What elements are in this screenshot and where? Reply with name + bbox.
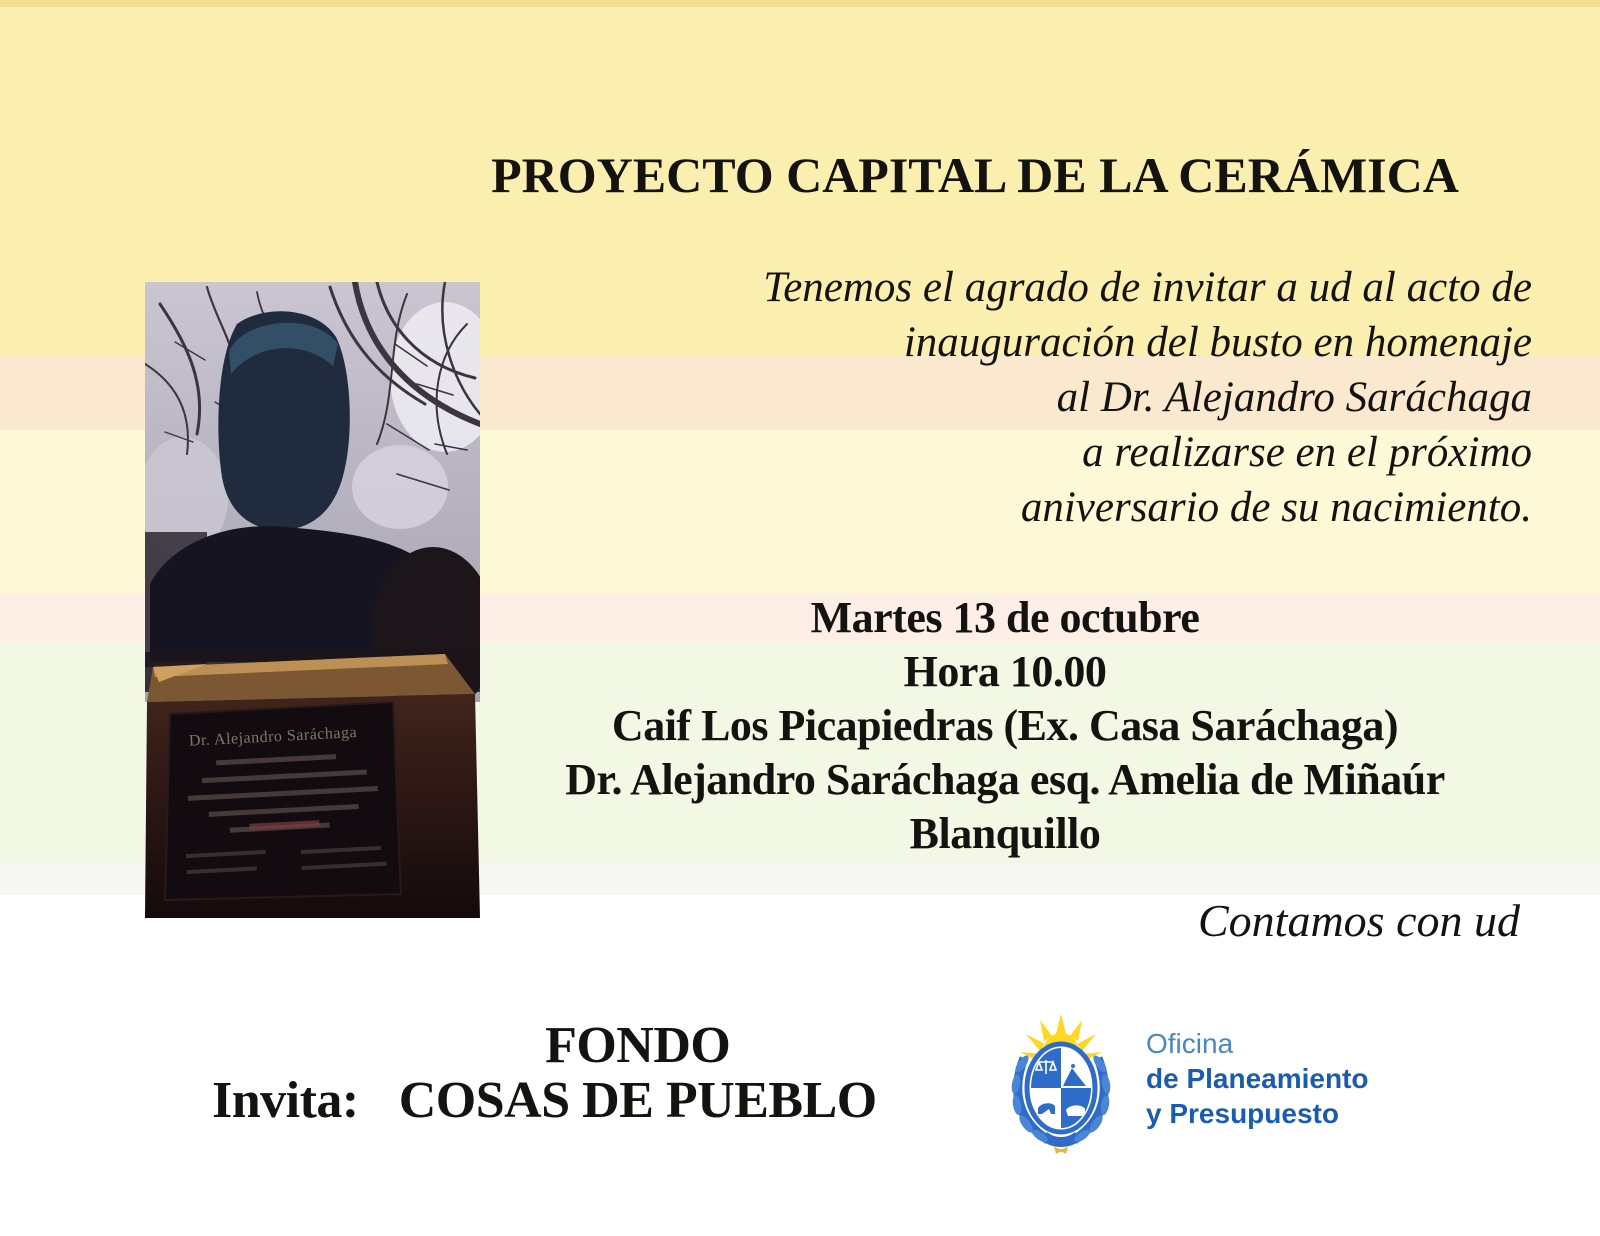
opp-logo-line2: de Planeamiento [1146, 1063, 1369, 1094]
organizer-block [212, 1018, 877, 1128]
invitation-text [572, 260, 1532, 535]
event-address: Dr. Alejandro Saráchaga esq. Amelia de Miñaúr [565, 755, 1445, 804]
invitation-line: Tenemos el agrado de invitar a ud al acto de [763, 264, 1532, 311]
opp-logo-line3: y Presupuesto [1146, 1098, 1339, 1129]
event-date: Martes 13 de octubre [810, 593, 1200, 642]
opp-logo [1000, 1008, 1369, 1160]
closing-note: Contamos con ud [1198, 895, 1520, 946]
invitation-line: aniversario de su nacimiento. [1020, 484, 1532, 531]
invitation-line: inauguración del busto en homenaje [903, 319, 1532, 366]
bust-photo [145, 282, 480, 918]
event-city: Blanquillo [909, 809, 1101, 858]
event-time: Hora 10.00 [903, 647, 1107, 696]
page-title: PROYECTO CAPITAL DE LA CERÁMICA [491, 147, 1459, 203]
fund-name [399, 1018, 877, 1128]
event-venue: Caif Los Picapiedras (Ex. Casa Saráchaga) [611, 701, 1399, 750]
opp-logo-line1: Oficina [1146, 1028, 1234, 1059]
invita-label: Invita: [212, 1072, 359, 1129]
wreath-knot [1054, 1146, 1068, 1154]
event-details [455, 591, 1555, 861]
fund-name-line2: COSAS DE PUEBLO [398, 1072, 877, 1129]
fund-name-line1: FONDO [545, 1017, 731, 1074]
uruguay-coat-of-arms-icon [1000, 1008, 1122, 1160]
invitation-line: al Dr. Alejandro Saráchaga [1056, 374, 1532, 421]
memorial-plaque [165, 702, 401, 900]
invitation-line: a realizarse en el próximo [1082, 429, 1532, 476]
plaque-title-text: Dr. Alejandro Saráchaga [188, 723, 358, 750]
photo-cloud [352, 445, 448, 529]
opp-logo-text [1146, 1026, 1369, 1131]
